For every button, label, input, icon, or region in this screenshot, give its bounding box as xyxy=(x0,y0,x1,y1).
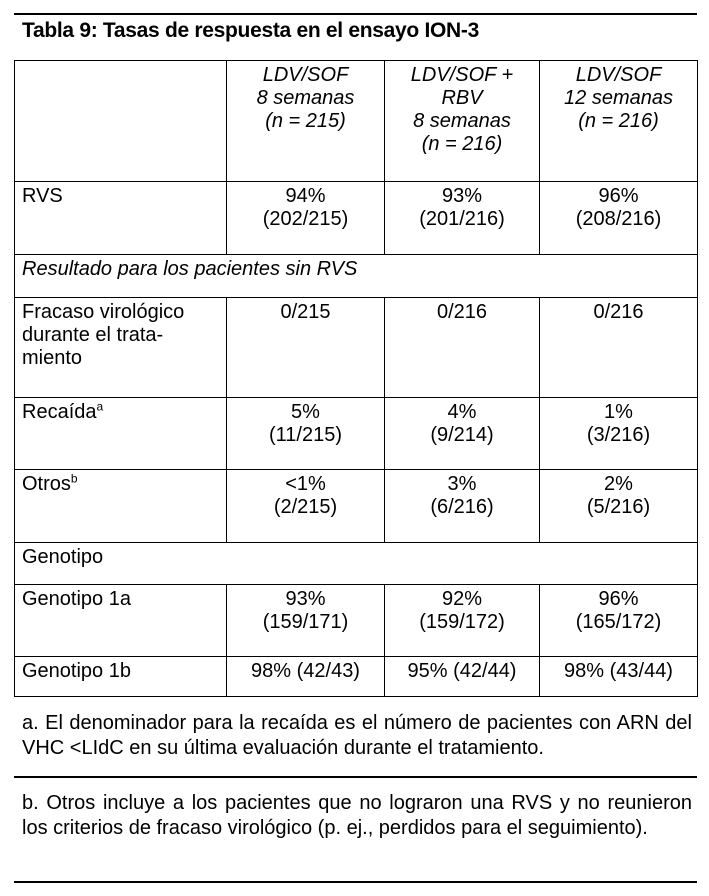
table-row-fracaso xyxy=(15,298,698,398)
table-title: Tabla 9: Tasas de respuesta en el ensayo ION-3 xyxy=(22,19,479,42)
footnote-divider xyxy=(14,776,697,778)
header-text: LDV/SOF xyxy=(262,64,349,86)
header-ldv-sof-8-weeks xyxy=(227,61,385,182)
cell-value: (2/215) xyxy=(273,496,338,518)
cell-value: (6/216) xyxy=(430,496,494,518)
table-cell: 0/216 xyxy=(385,298,540,398)
cell-value: 96% xyxy=(598,588,639,610)
top-rule xyxy=(14,13,697,15)
table-cell xyxy=(385,585,540,657)
row-label xyxy=(15,470,227,543)
cell-value: 96% xyxy=(598,185,639,207)
cell-value: (208/216) xyxy=(575,208,662,230)
cell-value: (3/216) xyxy=(586,424,651,446)
cell-value: (159/172) xyxy=(419,611,505,633)
cell-value: 2% xyxy=(604,473,633,495)
table-cell xyxy=(385,470,540,543)
section-row-genotipo xyxy=(15,543,698,585)
row-label: RVS xyxy=(15,182,227,255)
header-empty-cell xyxy=(15,61,227,182)
header-text: (n = 216) xyxy=(578,110,659,132)
table-cell xyxy=(385,182,540,255)
footnote-marker: b xyxy=(70,471,78,486)
row-label-line: Fracaso virológico xyxy=(22,301,185,323)
cell-value: (9/214) xyxy=(430,424,494,446)
table-cell xyxy=(227,398,385,470)
row-label-text: Otros xyxy=(22,473,71,495)
table-cell xyxy=(227,470,385,543)
table-row-genotipo-1a xyxy=(15,585,698,657)
cell-value: 92% xyxy=(441,588,483,610)
table-cell xyxy=(227,585,385,657)
cell-value: 93% xyxy=(285,588,326,610)
cell-value: 93% xyxy=(441,185,483,207)
table-cell xyxy=(227,182,385,255)
row-label xyxy=(15,398,227,470)
cell-value: (11/215) xyxy=(268,424,342,446)
row-label: Genotipo 1b xyxy=(15,657,227,697)
table-row-recaida xyxy=(15,398,698,470)
header-text: LDV/SOF xyxy=(575,64,662,86)
section-row-no-rvs xyxy=(15,255,698,298)
table-cell: 95% (42/44) xyxy=(385,657,540,697)
row-label: Genotipo 1a xyxy=(15,585,227,657)
cell-value: (165/172) xyxy=(575,611,662,633)
footnote-marker: a xyxy=(96,399,104,414)
response-rates-table xyxy=(14,60,698,697)
row-label-line: miento xyxy=(22,347,83,369)
section-label: Resultado para los pacientes sin RVS xyxy=(15,255,698,298)
header-ldv-sof-rbv-8-weeks xyxy=(385,61,540,182)
cell-value: 4% xyxy=(447,401,477,423)
cell-value: (202/215) xyxy=(262,208,349,230)
table-cell: 98% (43/44) xyxy=(540,657,698,697)
table-cell xyxy=(540,182,698,255)
row-label-line: durante el trata- xyxy=(22,324,164,346)
header-text: LDV/SOF + xyxy=(410,64,514,86)
table-cell xyxy=(385,398,540,470)
bottom-rule xyxy=(14,881,697,883)
cell-value: 5% xyxy=(291,401,320,423)
cell-value: (159/171) xyxy=(262,611,349,633)
table-row-rvs xyxy=(15,182,698,255)
cell-value: 3% xyxy=(447,473,477,495)
cell-value: <1% xyxy=(285,473,326,495)
table-cell xyxy=(540,398,698,470)
footnote-b: b. Otros incluye a los pacientes que no lograron una RVS y no reunieron los criterios de fracaso virológico (p. ej., perdidos para el seguimiento). xyxy=(22,792,692,839)
header-text: RBV xyxy=(441,87,483,109)
row-label xyxy=(15,298,227,398)
table-cell xyxy=(540,585,698,657)
table-row-otros xyxy=(15,470,698,543)
header-text: (n = 216) xyxy=(421,133,503,155)
header-text: (n = 215) xyxy=(265,110,346,132)
row-label-text: Recaída xyxy=(22,401,97,423)
table-cell xyxy=(540,470,698,543)
header-ldv-sof-12-weeks xyxy=(540,61,698,182)
table-cell: 0/215 xyxy=(227,298,385,398)
header-row xyxy=(15,61,698,182)
header-text: 8 semanas xyxy=(256,87,355,109)
header-text: 8 semanas xyxy=(413,110,511,132)
cell-value: 94% xyxy=(285,185,326,207)
table-cell: 0/216 xyxy=(540,298,698,398)
cell-value: 1% xyxy=(604,401,633,423)
section-label: Genotipo xyxy=(15,543,698,585)
header-text: 12 semanas xyxy=(564,87,673,109)
cell-value: (5/216) xyxy=(586,496,651,518)
table-cell: 98% (42/43) xyxy=(227,657,385,697)
cell-value: (201/216) xyxy=(419,208,505,230)
table-row-genotipo-1b xyxy=(15,657,698,697)
footnote-a: a. El denominador para la recaída es el número de pacientes con ARN del VHC <LIdC en su última evaluación durante el tratamiento. xyxy=(22,712,692,759)
